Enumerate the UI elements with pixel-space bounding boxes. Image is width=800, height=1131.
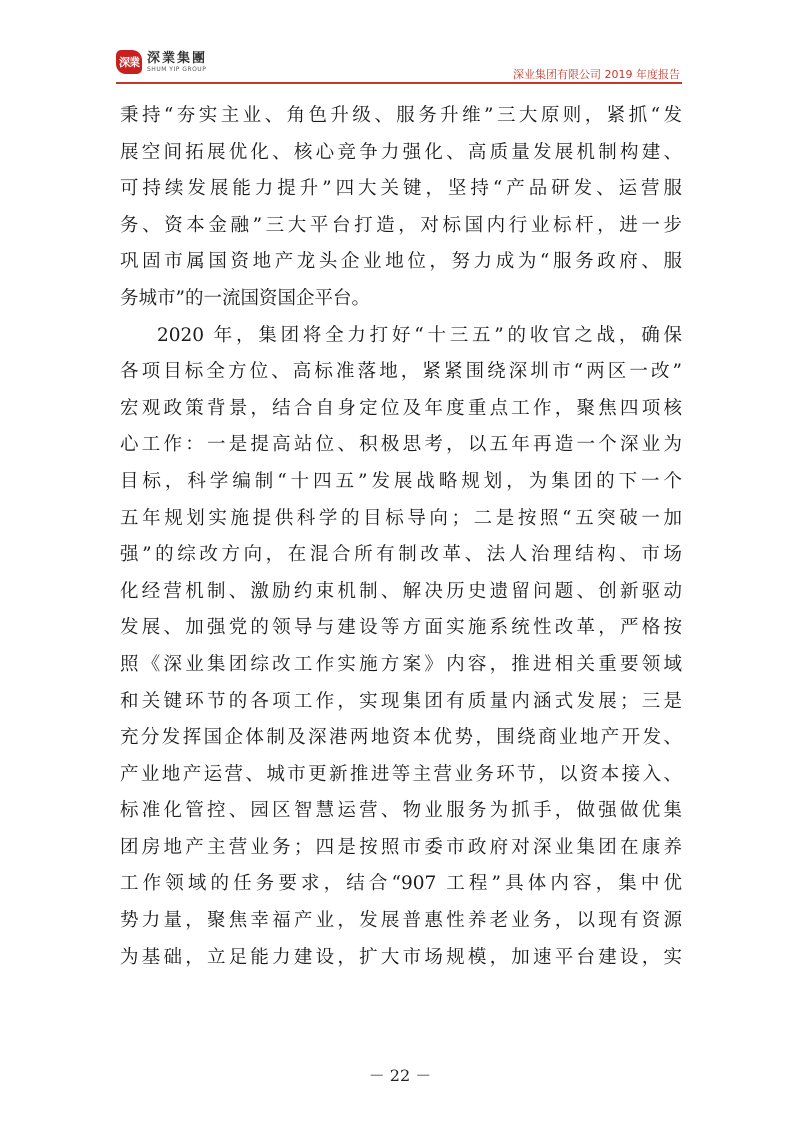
text-line: 务城市”的一流国资国企平台。 bbox=[120, 287, 370, 309]
logo-english-name: SHUM YIP GROUP bbox=[147, 65, 207, 73]
report-title: 深业集团有限公司 2019 年度报告 bbox=[513, 68, 680, 81]
paragraph-start-line: 2020 年，集团将全力打好“十三五”的收官之战，确保 bbox=[157, 324, 682, 346]
text-line: 可持续发展能力提升”四大关键，坚持“产品研发、运营服 bbox=[120, 178, 682, 200]
text-line: 各项目标全方位、高标准落地，紧紧围绕深圳市“两区一改” bbox=[120, 361, 682, 383]
text-line: 宏观政策背景，结合自身定位及年度重点工作，聚焦四项核 bbox=[120, 397, 682, 419]
logo-chinese-name: 深業集團 bbox=[147, 50, 208, 66]
text-line: 充分发挥国企体制及深港两地资本优势，围绕商业地产开发、 bbox=[120, 727, 682, 749]
text-line: 为基础，立足能力建设，扩大市场规模，加速平台建设，实 bbox=[120, 946, 682, 968]
text-line: 照《深业集团综改工作实施方案》内容，推进相关重要领域 bbox=[120, 653, 682, 675]
text-line: 和关键环节的各项工作，实现集团有质量内涵式发展；三是 bbox=[120, 690, 682, 712]
header-divider bbox=[116, 82, 682, 84]
document-body bbox=[120, 98, 682, 976]
text-line: 强”的综改方向，在混合所有制改革、法人治理结构、市场 bbox=[120, 544, 682, 566]
text-line: 心工作：一是提高站位、积极思考，以五年再造一个深业为 bbox=[120, 434, 682, 456]
text-line: 五年规划实施提供科学的目标导向；二是按照“五突破一加 bbox=[120, 507, 682, 529]
text-line: 化经营机制、激励约束机制、解决历史遗留问题、创新驱动 bbox=[120, 580, 682, 602]
text-line: 标准化管控、园区智慧运营、物业服务为抓手，做强做优集 bbox=[120, 800, 682, 822]
text-line: 目标，科学编制“十四五”发展战略规划，为集团的下一个 bbox=[120, 470, 682, 492]
logo-text bbox=[147, 52, 207, 73]
text-line: 务、资本金融”三大平台打造，对标国内行业标杆，进一步 bbox=[120, 214, 682, 236]
text-line: 团房地产主营业务；四是按照市委市政府对深业集团在康养 bbox=[120, 836, 682, 858]
text-line: 展空间拓展优化、核心竞争力强化、高质量发展机制构建、 bbox=[120, 141, 682, 163]
company-logo bbox=[116, 50, 207, 74]
text-line: 势力量，聚焦幸福产业，发展普惠性养老业务，以现有资源 bbox=[120, 910, 682, 932]
text-line: 工作领域的任务要求，结合“907 工程”具体内容，集中优 bbox=[120, 873, 682, 895]
text-line: 巩固市属国资地产龙头企业地位，努力成为“服务政府、服 bbox=[120, 251, 682, 273]
text-line: 秉持“夯实主业、角色升级、服务升维”三大原则，紧抓“发 bbox=[120, 105, 682, 126]
page-number: － 22 － bbox=[368, 1066, 432, 1085]
page-header bbox=[0, 0, 800, 92]
text-line: 产业地产运营、城市更新推进等主营业务环节，以资本接入、 bbox=[120, 763, 682, 785]
text-line: 发展、加强党的领导与建设等方面实施系统性改革，严格按 bbox=[120, 617, 682, 639]
logo-mark-icon: 深業 bbox=[116, 50, 142, 74]
